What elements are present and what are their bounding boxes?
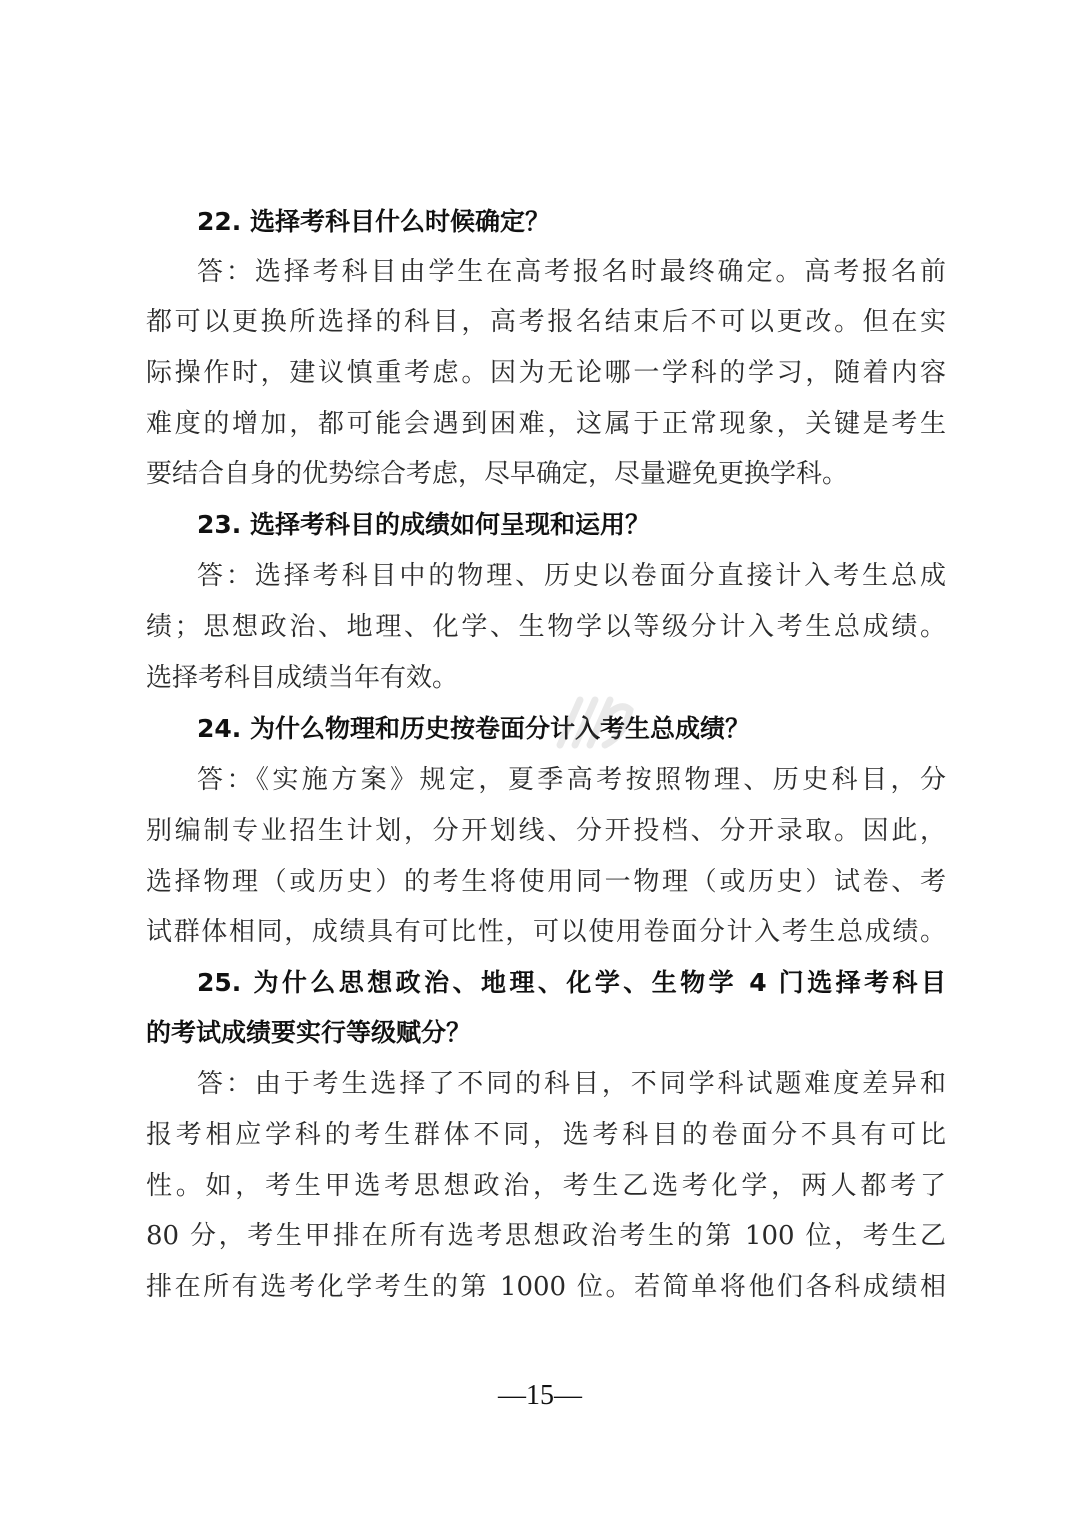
- answer-25-line-2: 报考相应学科的考生群体不同，选考科目的卷面分不具有可比: [146, 1120, 946, 1150]
- answer-24-line-2: 别编制专业招生计划，分开划线、分开投档、分开录取。因此，: [146, 816, 946, 846]
- watermark-icon: [555, 690, 635, 750]
- question-25-heading-cont: 的考试成绩要实行等级赋分？: [146, 1018, 472, 1047]
- question-23-heading: 23. 选择考科目的成绩如何呈现和运用？: [197, 510, 650, 539]
- answer-24-line-3: 选择物理（或历史）的考生将使用同一物理（或历史）试卷、考: [146, 867, 946, 897]
- answer-22-line-2: 都可以更换所选择的科目，高考报名结束后不可以更改。但在实: [146, 307, 946, 337]
- answer-22-line-1: 答：选择考科目由学生在高考报名时最终确定。高考报名前: [197, 257, 946, 287]
- answer-24-line-4: 试群体相同，成绩具有可比性，可以使用卷面分计入考生总成绩。: [146, 917, 946, 947]
- question-25-heading: 25. 为什么思想政治、地理、化学、生物学 4 门选择考科目: [197, 968, 946, 997]
- answer-23-line-2: 绩；思想政治、地理、化学、生物学以等级分计入考生总成绩。: [146, 612, 946, 642]
- answer-25-line-4: 80 分，考生甲排在所有选考思想政治考生的第 100 位，考生乙: [146, 1221, 946, 1251]
- question-22-heading: 22. 选择考科目什么时候确定？: [197, 207, 550, 236]
- answer-23-line-3: 选择考科目成绩当年有效。: [146, 663, 459, 693]
- answer-22-line-3: 际操作时，建议慎重考虑。因为无论哪一学科的学习，随着内容: [146, 358, 946, 388]
- answer-24-line-1: 答：《实施方案》规定，夏季高考按照物理、历史科目，分: [197, 765, 946, 795]
- answer-25-line-5: 排在所有选考化学考生的第 1000 位。若简单将他们各科成绩相: [146, 1272, 946, 1302]
- answer-22-line-4: 难度的增加，都可能会遇到困难，这属于正常现象，关键是考生: [146, 409, 946, 439]
- question-24-heading: 24. 为什么物理和历史按卷面分计入考生总成绩？: [197, 714, 750, 743]
- answer-25-line-3: 性。如，考生甲选考思想政治，考生乙选考化学，两人都考了: [146, 1171, 946, 1201]
- page-number: —15—: [498, 1380, 582, 1411]
- answer-25-line-1: 答：由于考生选择了不同的科目，不同学科试题难度差异和: [197, 1069, 946, 1099]
- answer-22-line-5: 要结合自身的优势综合考虑，尽早确定，尽量避免更换学科。: [146, 459, 849, 489]
- answer-23-line-1: 答：选择考科目中的物理、历史以卷面分直接计入考生总成: [197, 561, 946, 591]
